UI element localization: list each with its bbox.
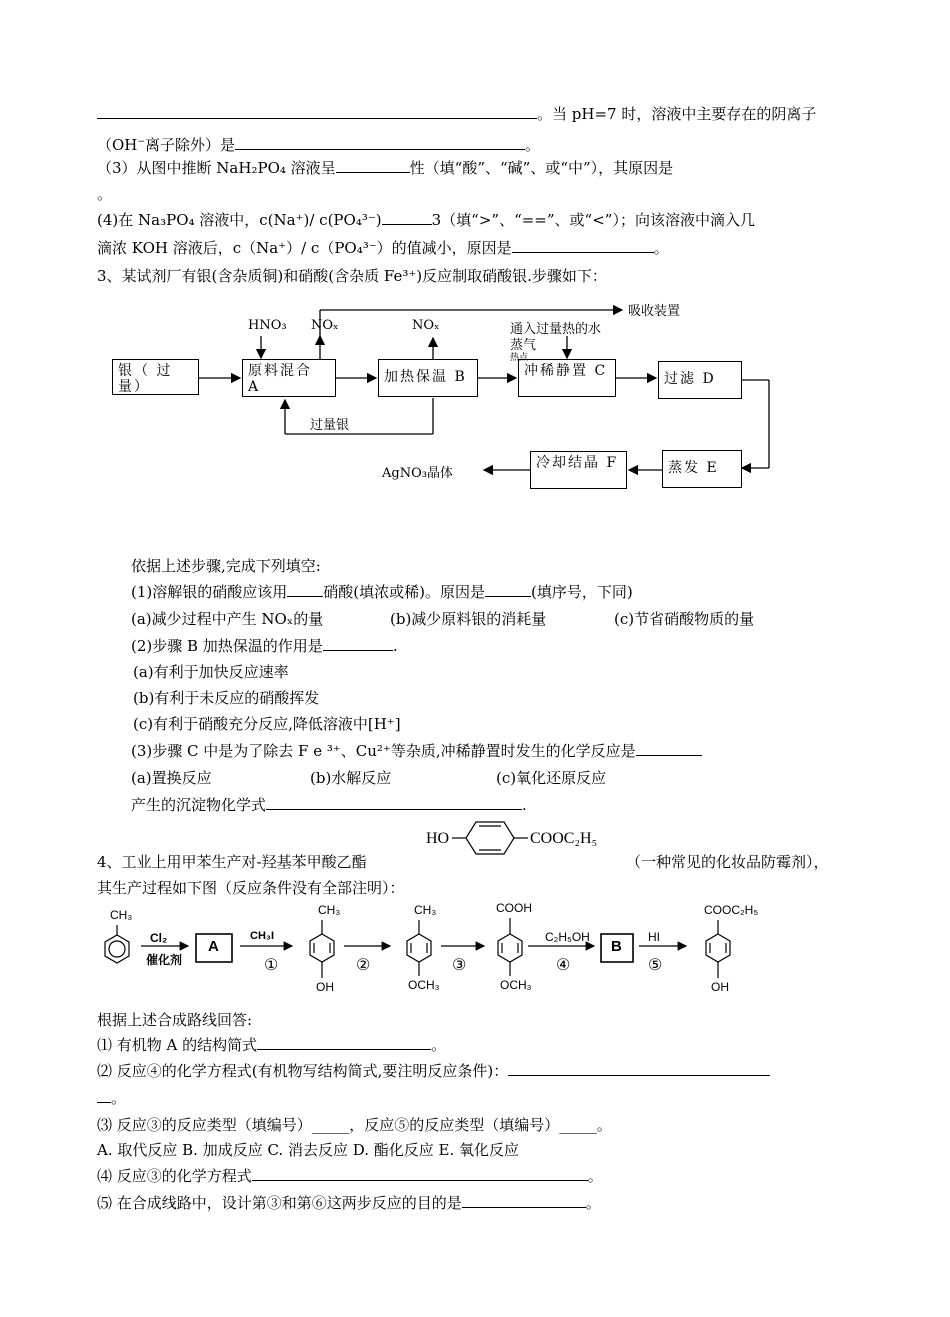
flow-dilute-c: 冲稀静置 C <box>518 359 616 397</box>
q3-lead: 依据上述步骤,完成下列填空: <box>131 557 321 575</box>
blank[interactable] <box>508 1061 770 1076</box>
blank[interactable] <box>266 795 522 810</box>
q3-s1-opt-b: (b)减少原料银的消耗量 <box>390 610 547 628</box>
anisole-ch3: CH₃ <box>414 903 437 917</box>
product-oh: OH <box>711 980 729 994</box>
r5-label: ⑤ <box>648 957 663 974</box>
blank[interactable] <box>287 582 323 597</box>
catalyst-label: 催化剂 <box>146 953 183 967</box>
flow-evap-e: 蒸发 E <box>662 450 742 488</box>
q2-line3: （3）从图中推断 NaH₂PO₄ 溶液呈 性（填“酸”、“碱”、或“中”），其原因是 <box>97 159 674 177</box>
q3-s1-opt-c: (c)节省硝酸物质的量 <box>614 610 755 628</box>
box-b-label: B <box>611 938 622 955</box>
q3-s3-opt-a: (a)置换反应 <box>131 769 212 787</box>
q4-intro-a: 4、工业上用甲苯生产对-羟基苯甲酸乙酯 <box>97 853 367 871</box>
blank[interactable] <box>235 135 525 150</box>
q2-line1: 。当 pH=7 时，溶液中主要存在的阴离子 <box>97 104 816 124</box>
blank[interactable] <box>252 1166 588 1181</box>
q3-s2-opt-c: (c)有利于硝酸充分反应,降低溶液中[H⁺] <box>133 715 401 733</box>
cl2-label: Cl₂ <box>150 931 168 945</box>
flow-nox-2: NOₓ <box>412 318 440 333</box>
blank[interactable] <box>382 210 432 225</box>
acid-och3: OCH₃ <box>500 978 532 992</box>
blank[interactable] <box>462 1193 586 1208</box>
q3-s3: (3)步骤 C 中是为了除去 F e ³⁺、Cu²⁺等杂质,冲稀静置时发生的化学反应是 <box>131 741 702 761</box>
q4-p2: ⑵ 反应④的化学方程式(有机物写结构简式,要注明反应条件)： <box>97 1061 770 1081</box>
q4-lead: 根据上述合成路线回答: <box>97 1011 253 1029</box>
r1-label: ① <box>264 957 279 974</box>
q4-p5: ⑸ 在合成线路中，设计第③和第⑥这两步反应的目的是 。 <box>97 1194 601 1212</box>
q3-s3b: 产生的沉淀物化学式 . <box>131 796 527 814</box>
blank[interactable] <box>485 582 531 597</box>
blank[interactable] <box>336 158 410 173</box>
q3-s2-opt-a: (a)有利于加快反应速率 <box>133 663 289 681</box>
flow-absorb: 吸收装置 <box>628 304 681 319</box>
blank[interactable] <box>636 741 702 756</box>
ester-ho: HO <box>426 830 450 847</box>
product-cooc2h5: COOC₂H₅ <box>704 903 759 917</box>
q4-p3-opts: A. 取代反应 B. 加成反应 C. 消去反应 D. 酯化反应 E. 氧化反应 <box>97 1141 519 1159</box>
flow-hno3: HNO₃ <box>248 318 287 333</box>
box-a-label: A <box>208 938 219 955</box>
flow-excess-ag: 过量银 <box>310 418 350 433</box>
q4-p3: ⑶ 反应③的反应类型（填编号）_____，反应⑤的反应类型（填编号）_____。 <box>97 1116 612 1134</box>
cresol-oh: OH <box>316 980 334 994</box>
cresol-ch3: CH₃ <box>318 903 341 917</box>
flow-nox-1: NOₓ <box>311 318 339 333</box>
blank[interactable] <box>512 238 654 253</box>
ester-cooc: COOC₂H₅ <box>530 830 598 847</box>
flow-heat-b: 加热保温 B <box>378 359 478 397</box>
blank[interactable] <box>97 104 537 119</box>
flow-arrows <box>0 0 950 520</box>
q3-s3-opt-c: (c)氧化还原反应 <box>496 769 607 787</box>
acid-cooh: COOH <box>496 901 532 915</box>
q3-s1-opt-a: (a)减少过程中产生 NOₓ的量 <box>131 610 324 628</box>
q4-p1: ⑴ 有机物 A 的结构简式 。 <box>97 1036 447 1054</box>
q3-s2: (2)步骤 B 加热保温的作用是 . <box>131 637 398 655</box>
flow-steam-3: 热点 <box>510 353 529 363</box>
ethanol-label: C₂H₅OH <box>545 930 590 944</box>
r2-label: ② <box>356 957 371 974</box>
flow-product: AgNO₃晶体 <box>382 466 453 481</box>
hi-label: HI <box>648 930 660 944</box>
blank[interactable] <box>257 1035 431 1050</box>
flow-steam-2: 蒸气 <box>510 338 537 353</box>
flow-cool-f: 冷却结晶 F <box>530 451 627 489</box>
q3-s1: (1)溶解银的硝酸应该用 硝酸(填浓或稀)。原因是 (填序号，下同) <box>131 583 633 601</box>
q4-intro-b: （一种常见的化妆品防霉剂）， <box>626 853 829 871</box>
r3-label: ③ <box>452 957 467 974</box>
q3-s2-opt-b: (b)有利于未反应的硝酸挥发 <box>133 689 320 707</box>
q3-s3-opt-b: (b)水解反应 <box>310 769 392 787</box>
blank[interactable] <box>323 636 393 651</box>
q4-intro2: 其生产过程如下图（反应条件没有全部注明）： <box>97 879 405 897</box>
q2-line6: 滴浓 KOH 溶液后，c（Na⁺）/ c（PO₄³⁻）的值减小，原因是 。 <box>97 239 669 257</box>
flow-filter-d: 过滤 D <box>658 361 742 399</box>
flow-steam-1: 通入过量热的水 <box>510 322 602 337</box>
ch3i-label: CH₃I <box>250 930 275 942</box>
q3-intro: 3、某试剂厂有银(含杂质铜)和硝酸(含杂质 Fe³⁺)反应制取硝酸银.步骤如下： <box>97 267 607 285</box>
toluene-ch3: CH₃ <box>110 908 133 922</box>
flow-mix-a: 原料混合 A <box>242 359 336 397</box>
q2-line2: （OH−离子除外）是 。 <box>97 136 540 154</box>
q4-p4: ⑷ 反应③的化学方程式 。 <box>97 1167 603 1185</box>
q2-line5: (4)在 Na₃PO₄ 溶液中，c(Na⁺)/ c(PO₄³⁻) 3（填“>”、“==”、或“<”）；向该溶液中滴入几 <box>97 211 755 229</box>
anisole-och3: OCH₃ <box>408 978 440 992</box>
flow-silver: 银（ 过量） <box>112 359 199 395</box>
blank[interactable] <box>97 1088 111 1103</box>
r4-label: ④ <box>556 957 571 974</box>
q4-p2-cont: 。 <box>97 1088 126 1108</box>
q2-line4: 。 <box>97 185 113 203</box>
